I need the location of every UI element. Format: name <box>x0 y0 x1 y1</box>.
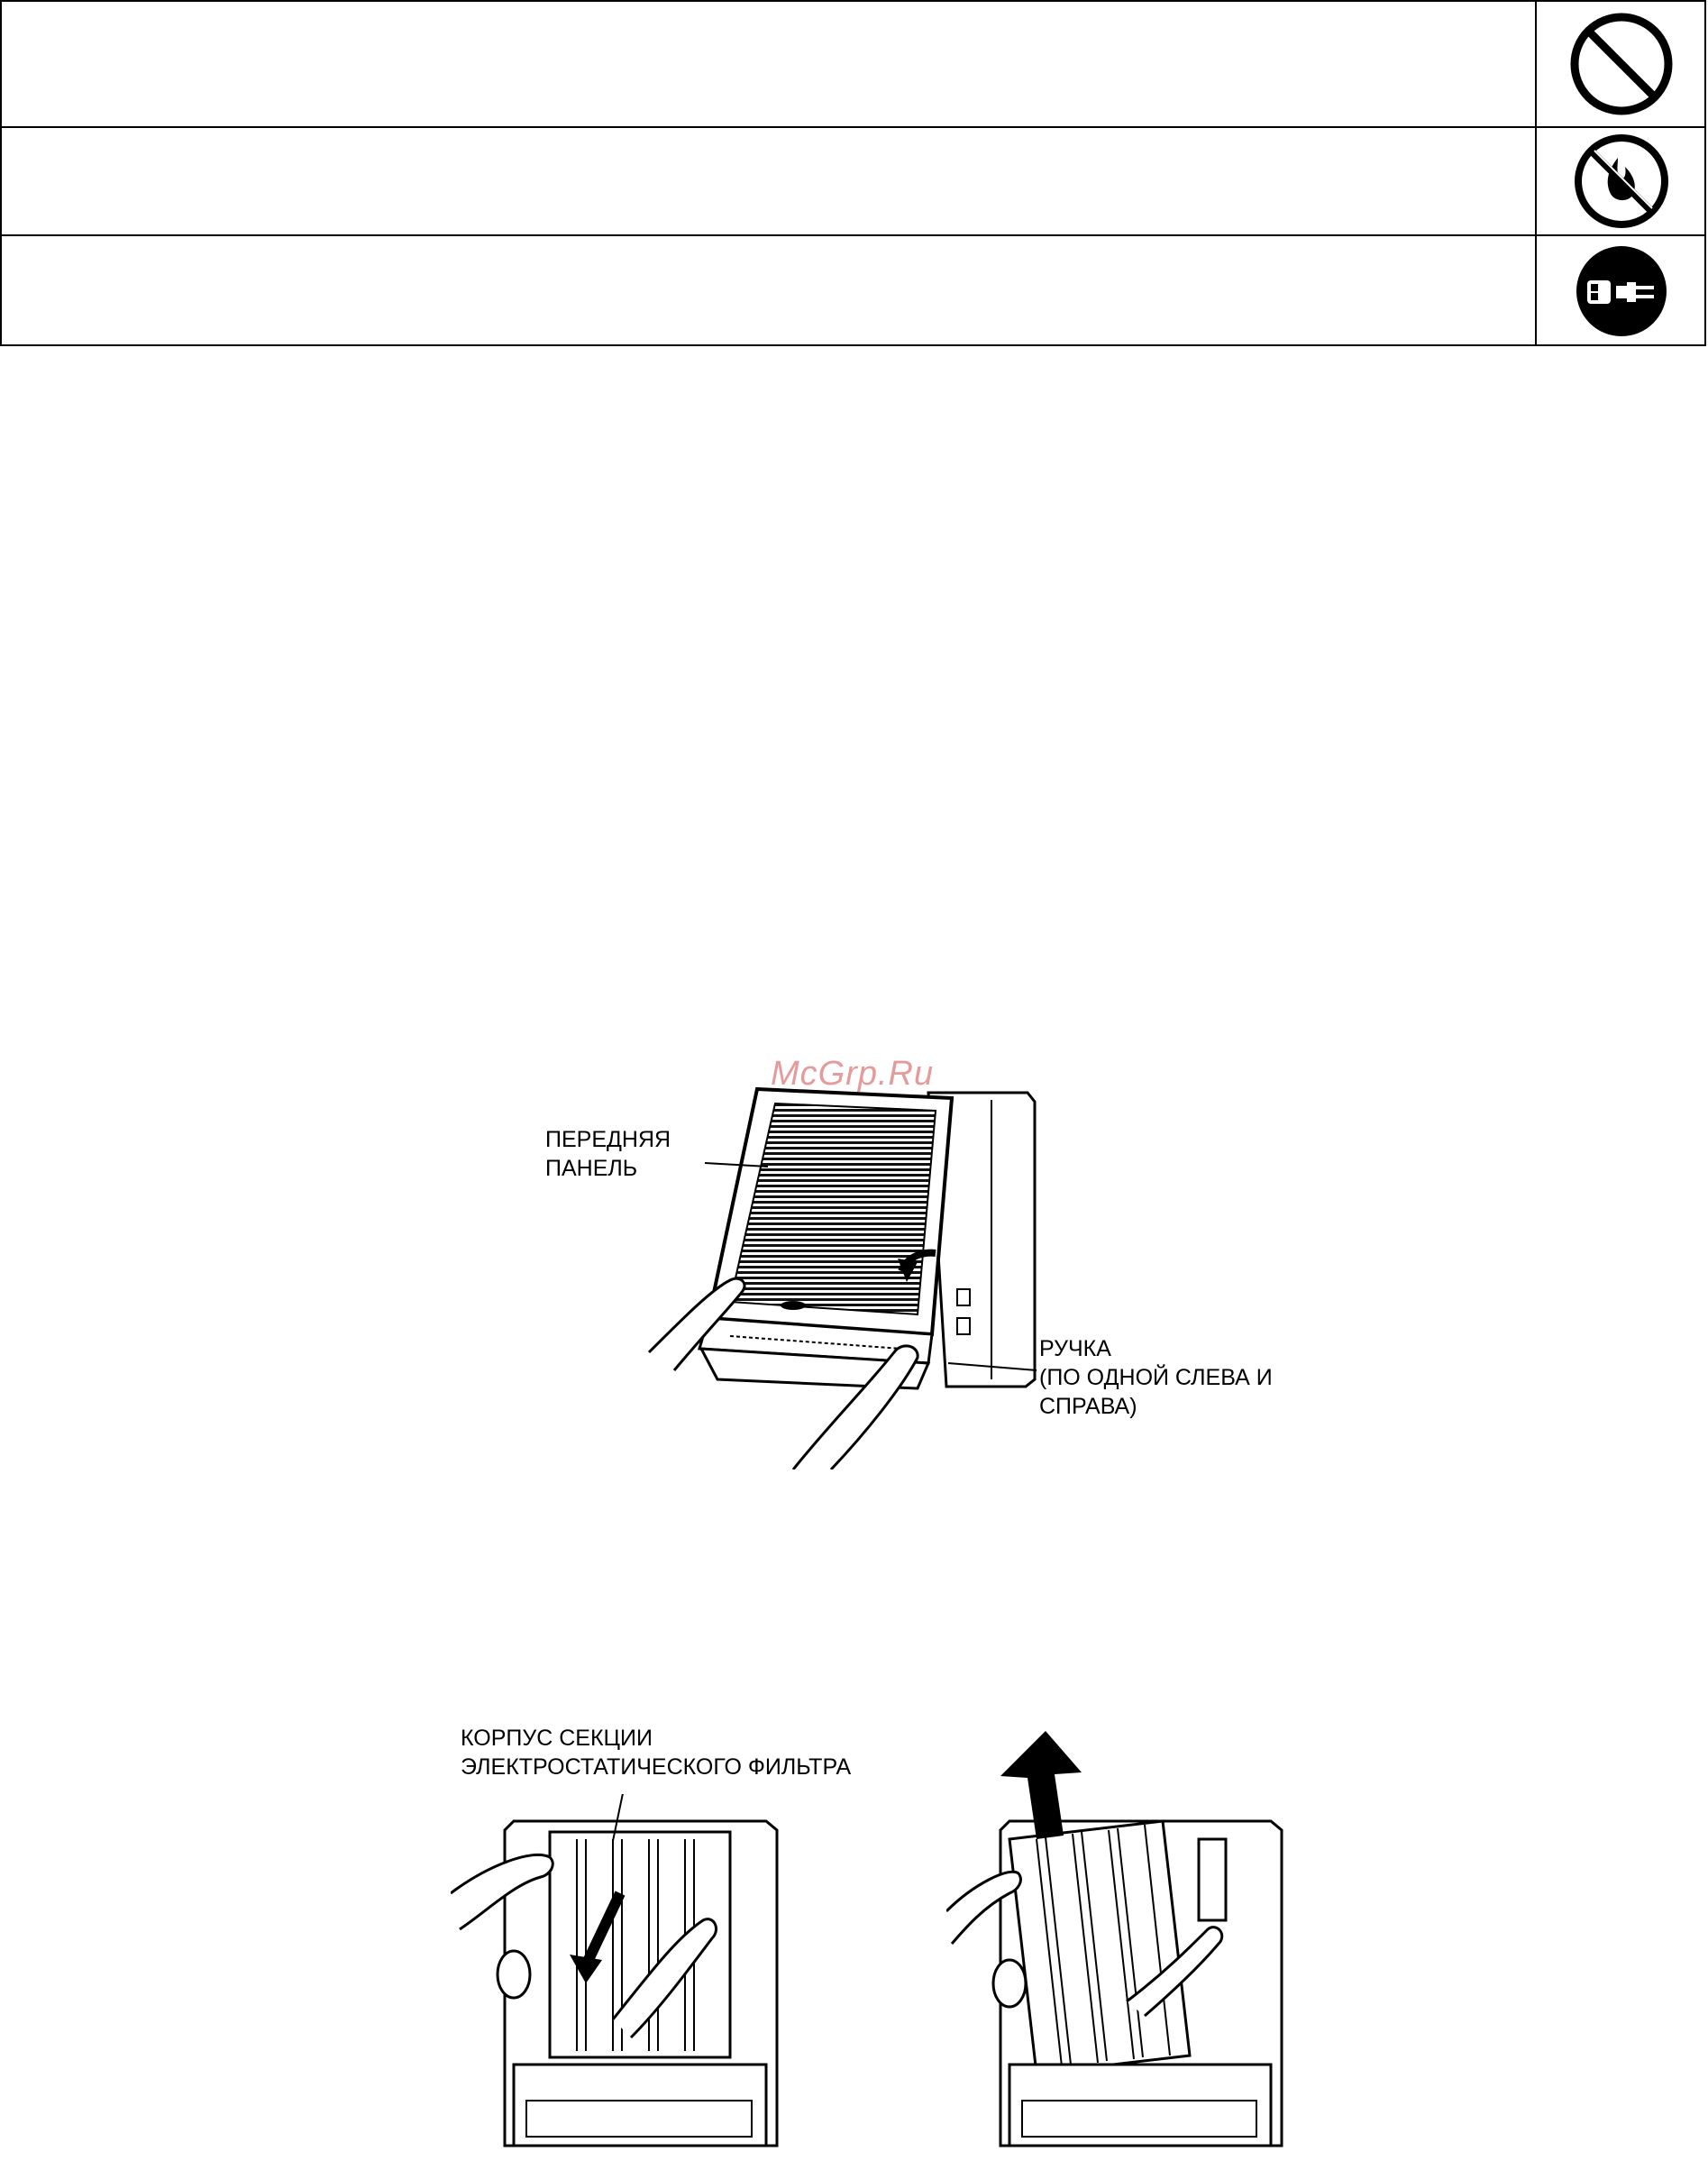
front-panel-label-line1: ПЕРЕДНЯЯ <box>545 1127 671 1152</box>
handle-label-line3: СПРАВА) <box>1039 1394 1137 1419</box>
warning-row <box>2 2 1706 128</box>
warning-text <box>14 11 1526 117</box>
handle-label-line1: РУЧКА <box>1039 1336 1111 1361</box>
prohibition-icon <box>1567 10 1676 118</box>
no-open-flame-icon <box>1571 131 1672 232</box>
warning-icon-cell <box>1535 128 1706 234</box>
warning-icon-cell <box>1535 236 1706 346</box>
filter-housing-illustration-left <box>451 1794 793 2155</box>
filter-housing-label <box>461 1724 851 1781</box>
handle-label <box>1039 1334 1273 1421</box>
handle-label-line2: (ПО ОДНОЙ СЛЕВА И <box>1039 1365 1273 1390</box>
front-panel-label-line2: ПАНЕЛЬ <box>545 1156 638 1181</box>
watermark: McGrp.Ru <box>771 1055 935 1093</box>
warning-text <box>14 245 1526 337</box>
warning-row <box>2 236 1706 346</box>
filter-housing-label-line1: КОРПУС СЕКЦИИ <box>461 1726 653 1751</box>
warning-icon-cell <box>1535 2 1706 126</box>
warning-text <box>14 137 1526 225</box>
warning-row <box>2 128 1706 236</box>
front-panel-illustration <box>631 1082 1046 1470</box>
warning-table <box>0 0 1706 346</box>
filter-housing-label-line2: ЭЛЕКТРОСТАТИЧЕСКОГО ФИЛЬТРА <box>461 1754 852 1780</box>
unplug-icon <box>1571 241 1672 342</box>
filter-housing-illustration-right <box>946 1731 1307 2155</box>
